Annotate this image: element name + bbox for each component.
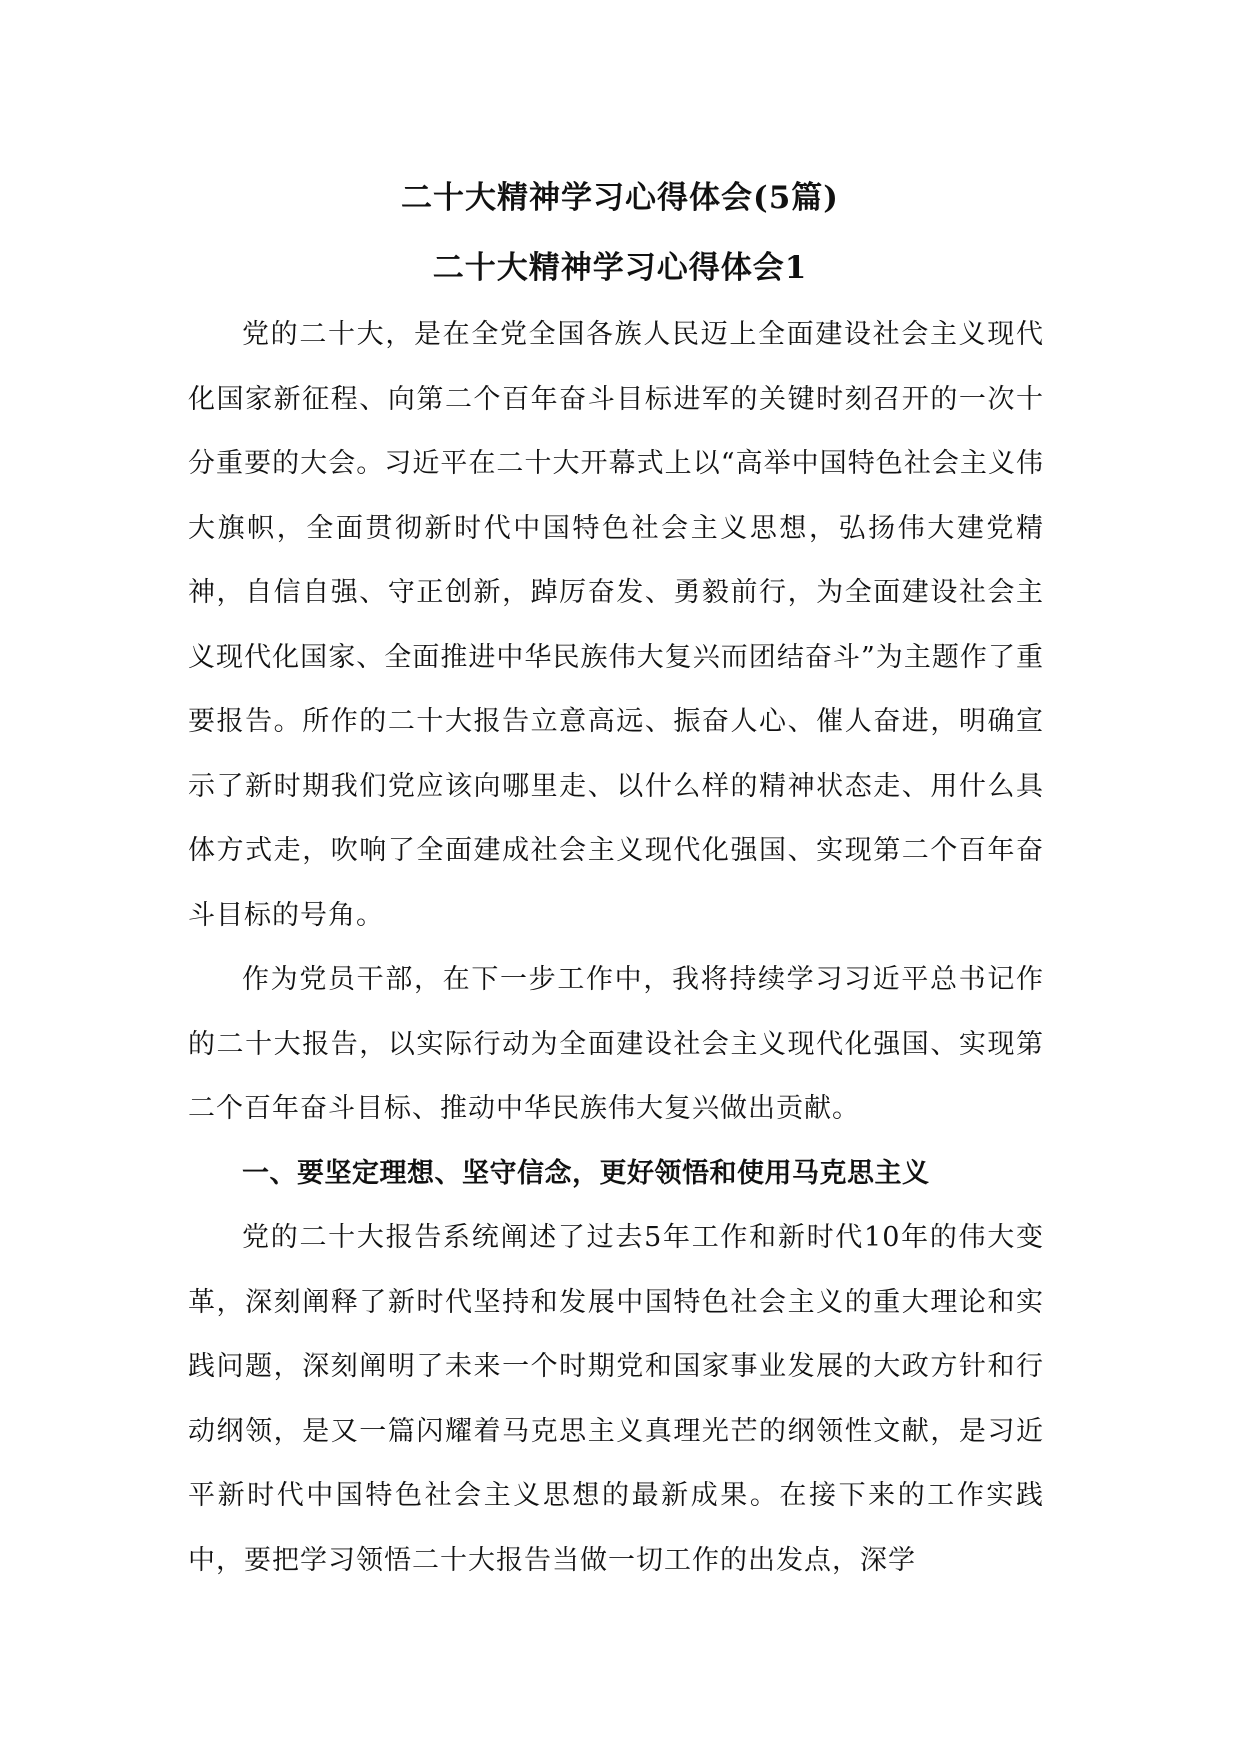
body-paragraph-2: 作为党员干部，在下一步工作中，我将持续学习习近平总书记作的二十大报告，以实际行动为全面建设社会主义现代化强国、实现第二个百年奋斗目标、推动中华民族伟大复兴做出贡献。 (188, 964, 1044, 1124)
document-title: 二十大精神学习心得体会(5篇) (401, 180, 839, 216)
section-heading-1: 一、要坚定理想、坚守信念，更好领悟和使用马克思主义 (242, 1157, 930, 1189)
body-paragraph-1: 党的二十大，是在全党全国各族人民迈上全面建设社会主义现代化国家新征程、向第二个百年奋斗目标进军的关键时刻召开的一次十分重要的大会。习近平在二十大开幕式上以“高举中国特色社会主义伟大旗帜，全面贯彻新时代中国特色社会主义思想，弘扬伟大建党精神，自信自强、守正创新，踔厉奋发、勇毅前行，为全面建设社会主义现代化国家、全面推进中华民族伟大复兴而团结奋斗”为主题作了重要报告。所作的二十大报告立意高远、振奋人心、催人奋进，明确宣示了新时期我们党应该向哪里走、以什么样的精神状态走、用什么具体方式走，吹响了全面建成社会主义现代化强国、实现第二个百年奋斗目标的号角。 (188, 319, 1044, 931)
document-subtitle: 二十大精神学习心得体会1 (432, 250, 808, 286)
section-1-paragraph: 党的二十大报告系统阐述了过去5年工作和新时代10年的伟大变革，深刻阐释了新时代坚持和发展中国特色社会主义的重大理论和实践问题，深刻阐明了未来一个时期党和国家事业发展的大政方针和行动纲领，是又一篇闪耀着马克思主义真理光芒的纲领性文献，是习近平新时代中国特色社会主义思想的最新成果。在接下来的工作实践中，要把学习领悟二十大报告当做一切工作的出发点，深学 (188, 1222, 1044, 1576)
document-body (188, 303, 1044, 1593)
